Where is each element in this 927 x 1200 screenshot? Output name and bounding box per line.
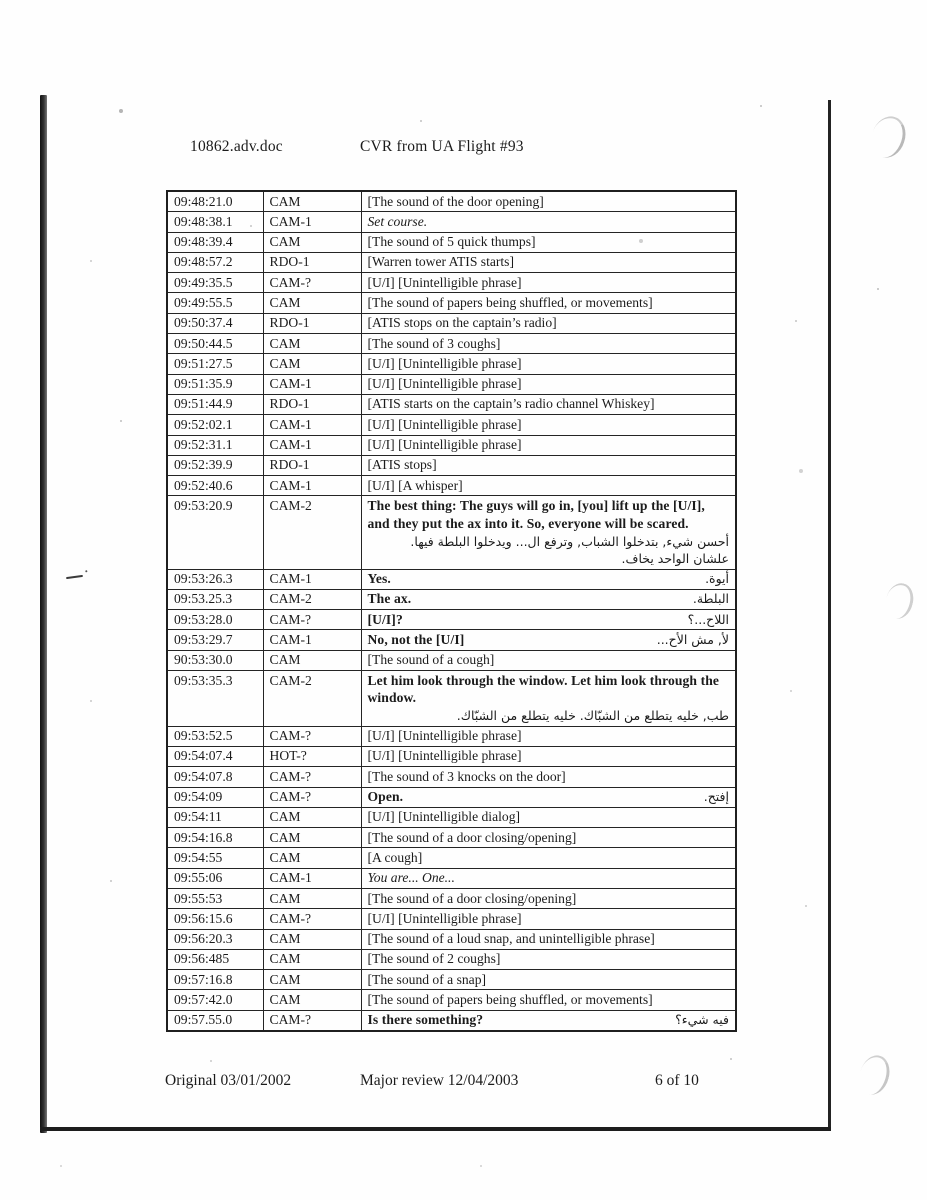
text-cell bbox=[361, 949, 736, 969]
time-cell: 09:56:20.3 bbox=[167, 929, 263, 949]
transcript-row bbox=[167, 889, 736, 909]
time-cell: 09:51:44.9 bbox=[167, 394, 263, 414]
english-text: The ax. bbox=[367, 591, 412, 607]
english-text: [U/I] [Unintelligible phrase] bbox=[367, 437, 522, 453]
footer-review-date: Major review 12/04/2003 bbox=[360, 1072, 519, 1089]
time-cell: 09:56:485 bbox=[167, 949, 263, 969]
source-cell: CAM bbox=[263, 334, 361, 354]
text-cell bbox=[361, 990, 736, 1010]
english-text: [The sound of 2 coughs] bbox=[367, 951, 501, 967]
text-cell bbox=[361, 650, 736, 670]
source-cell: CAM-? bbox=[263, 909, 361, 929]
time-cell: 09:53.25.3 bbox=[167, 589, 263, 609]
time-cell: 09:56:15.6 bbox=[167, 909, 263, 929]
source-cell: HOT-? bbox=[263, 746, 361, 766]
transcript-row bbox=[167, 232, 736, 252]
transcript-row bbox=[167, 828, 736, 848]
page-title: CVR from UA Flight #93 bbox=[360, 138, 524, 155]
cvr-transcript-table bbox=[166, 190, 737, 1032]
transcript-row bbox=[167, 354, 736, 374]
english-text: Let him look through the window. Let him look through the window. bbox=[367, 672, 720, 706]
english-text: [Warren tower ATIS starts] bbox=[367, 254, 515, 270]
english-text: [U/I] [Unintelligible phrase] bbox=[367, 376, 522, 392]
english-text: [A cough] bbox=[367, 849, 423, 865]
time-cell: 09:55:06 bbox=[167, 868, 263, 888]
text-cell bbox=[361, 569, 736, 589]
text-cell bbox=[361, 435, 736, 455]
time-cell: 90:53:30.0 bbox=[167, 650, 263, 670]
text-cell bbox=[361, 909, 736, 929]
text-cell bbox=[361, 828, 736, 848]
english-text: Open. bbox=[367, 789, 404, 805]
text-cell bbox=[361, 929, 736, 949]
text-cell bbox=[361, 374, 736, 394]
source-cell: CAM-? bbox=[263, 273, 361, 293]
transcript-row bbox=[167, 435, 736, 455]
transcript-row bbox=[167, 191, 736, 212]
time-cell: 09:51:27.5 bbox=[167, 354, 263, 374]
binding-curl-icon bbox=[882, 580, 917, 621]
transcript-row bbox=[167, 476, 736, 496]
english-text: [The sound of a loud snap, and unintelligible phrase] bbox=[367, 931, 655, 947]
english-text: [The sound of a door closing/opening] bbox=[367, 829, 577, 845]
transcript-row bbox=[167, 334, 736, 354]
source-cell: RDO-1 bbox=[263, 313, 361, 333]
text-cell bbox=[361, 746, 736, 766]
text-cell bbox=[361, 252, 736, 272]
text-cell bbox=[361, 496, 736, 569]
source-cell: CAM-? bbox=[263, 1010, 361, 1031]
english-text: [ATIS starts on the captain’s radio channel Whiskey] bbox=[367, 396, 655, 412]
time-cell: 09:57:16.8 bbox=[167, 970, 263, 990]
english-text: [The sound of 3 knocks on the door] bbox=[367, 768, 566, 784]
footer-page-number: 6 of 10 bbox=[655, 1072, 699, 1089]
text-cell bbox=[361, 807, 736, 827]
source-cell: RDO-1 bbox=[263, 455, 361, 475]
transcript-row bbox=[167, 374, 736, 394]
time-cell: 09:51:35.9 bbox=[167, 374, 263, 394]
transcript-row bbox=[167, 455, 736, 475]
transcript-row bbox=[167, 868, 736, 888]
text-cell bbox=[361, 767, 736, 787]
transcript-row bbox=[167, 767, 736, 787]
transcript-row bbox=[167, 313, 736, 333]
english-text: [U/I] [Unintelligible phrase] bbox=[367, 355, 522, 371]
text-cell bbox=[361, 232, 736, 252]
text-cell bbox=[361, 212, 736, 232]
time-cell: 09:50:44.5 bbox=[167, 334, 263, 354]
source-cell: CAM-? bbox=[263, 767, 361, 787]
text-cell bbox=[361, 313, 736, 333]
source-cell: CAM-1 bbox=[263, 374, 361, 394]
source-cell: CAM-2 bbox=[263, 496, 361, 569]
arabic-text: طب, خليه يتطلع من الشبّاك. خليه يتطلع من الشبّاك. bbox=[456, 708, 729, 724]
english-text: Is there something? bbox=[367, 1012, 484, 1028]
transcript-row bbox=[167, 1010, 736, 1031]
arabic-text: البلطة. bbox=[692, 591, 729, 607]
english-text: Set course. bbox=[367, 213, 428, 229]
source-cell: CAM bbox=[263, 949, 361, 969]
source-cell: CAM-? bbox=[263, 726, 361, 746]
english-text: No, not the [U/I] bbox=[367, 631, 465, 647]
text-cell bbox=[361, 589, 736, 609]
transcript-row bbox=[167, 650, 736, 670]
english-text: You are... One... bbox=[367, 870, 455, 886]
source-cell: RDO-1 bbox=[263, 252, 361, 272]
source-cell: CAM-1 bbox=[263, 868, 361, 888]
scan-noise-dots bbox=[0, 0, 2, 2]
english-text: [U/I] [Unintelligible phrase] bbox=[367, 728, 522, 744]
transcript-row bbox=[167, 787, 736, 807]
transcript-row bbox=[167, 252, 736, 272]
english-text: [U/I] [Unintelligible phrase] bbox=[367, 416, 522, 432]
source-cell: CAM bbox=[263, 650, 361, 670]
time-cell: 09:52:02.1 bbox=[167, 415, 263, 435]
binding-curl-icon bbox=[855, 1052, 894, 1098]
footer-original-date: Original 03/01/2002 bbox=[165, 1072, 292, 1089]
source-cell: CAM-? bbox=[263, 610, 361, 630]
time-cell: 09:53:35.3 bbox=[167, 671, 263, 727]
transcript-row bbox=[167, 746, 736, 766]
transcript-row bbox=[167, 909, 736, 929]
english-text: [U/I] [Unintelligible dialog] bbox=[367, 809, 521, 825]
english-text: [U/I] [Unintelligible phrase] bbox=[367, 274, 522, 290]
text-cell bbox=[361, 970, 736, 990]
transcript-row bbox=[167, 273, 736, 293]
english-text: [The sound of a cough] bbox=[367, 652, 495, 668]
source-cell: CAM bbox=[263, 354, 361, 374]
time-cell: 09:48:38.1 bbox=[167, 212, 263, 232]
pen-mark bbox=[66, 575, 83, 579]
english-text: [ATIS stops] bbox=[367, 457, 437, 473]
time-cell: 09:54:07.4 bbox=[167, 746, 263, 766]
time-cell: 09:57:42.0 bbox=[167, 990, 263, 1010]
time-cell: 09:52:40.6 bbox=[167, 476, 263, 496]
text-cell bbox=[361, 726, 736, 746]
text-cell bbox=[361, 1010, 736, 1031]
time-cell: 09:50:37.4 bbox=[167, 313, 263, 333]
transcript-row bbox=[167, 807, 736, 827]
text-cell bbox=[361, 334, 736, 354]
time-cell: 09:53:52.5 bbox=[167, 726, 263, 746]
source-cell: CAM bbox=[263, 191, 361, 212]
source-cell: CAM bbox=[263, 828, 361, 848]
source-cell: CAM bbox=[263, 970, 361, 990]
source-cell: CAM-1 bbox=[263, 569, 361, 589]
time-cell: 09:54:55 bbox=[167, 848, 263, 868]
transcript-row bbox=[167, 970, 736, 990]
source-cell: CAM bbox=[263, 232, 361, 252]
text-cell bbox=[361, 610, 736, 630]
transcript-row bbox=[167, 610, 736, 630]
text-cell bbox=[361, 191, 736, 212]
text-cell bbox=[361, 630, 736, 650]
text-cell bbox=[361, 848, 736, 868]
arabic-text: إفتح. bbox=[703, 789, 729, 805]
time-cell: 09:55:53 bbox=[167, 889, 263, 909]
english-text: [U/I] [Unintelligible phrase] bbox=[367, 748, 522, 764]
time-cell: 09:48:57.2 bbox=[167, 252, 263, 272]
english-text: [U/I]? bbox=[367, 611, 403, 627]
source-cell: CAM-? bbox=[263, 787, 361, 807]
source-cell: CAM-1 bbox=[263, 435, 361, 455]
arabic-text: أيوة. bbox=[705, 571, 729, 587]
time-cell: 09:54:11 bbox=[167, 807, 263, 827]
text-cell bbox=[361, 354, 736, 374]
text-cell bbox=[361, 415, 736, 435]
transcript-row bbox=[167, 496, 736, 569]
text-cell bbox=[361, 787, 736, 807]
transcript-row bbox=[167, 990, 736, 1010]
english-text: [The sound of 3 coughs] bbox=[367, 335, 501, 351]
transcript-row bbox=[167, 848, 736, 868]
arabic-text: اللاح...؟ bbox=[687, 611, 729, 627]
arabic-text: علشان الواحد يخاف. bbox=[621, 551, 729, 567]
time-cell: 09:54:16.8 bbox=[167, 828, 263, 848]
source-cell: CAM-1 bbox=[263, 476, 361, 496]
text-cell bbox=[361, 889, 736, 909]
time-cell: 09:52:31.1 bbox=[167, 435, 263, 455]
scan-edge-bottom-line bbox=[40, 1127, 831, 1131]
time-cell: 09:48:39.4 bbox=[167, 232, 263, 252]
transcript-row bbox=[167, 293, 736, 313]
transcript-row bbox=[167, 212, 736, 232]
text-cell bbox=[361, 273, 736, 293]
time-cell: 09:54:09 bbox=[167, 787, 263, 807]
source-cell: CAM-1 bbox=[263, 630, 361, 650]
english-text: [The sound of the door opening] bbox=[367, 193, 544, 209]
time-cell: 09:54:07.8 bbox=[167, 767, 263, 787]
time-cell: 09:57.55.0 bbox=[167, 1010, 263, 1031]
time-cell: 09:49:55.5 bbox=[167, 293, 263, 313]
source-cell: CAM-1 bbox=[263, 415, 361, 435]
time-cell: 09:53:29.7 bbox=[167, 630, 263, 650]
english-text: [The sound of papers being shuffled, or movements] bbox=[367, 294, 653, 310]
text-cell bbox=[361, 394, 736, 414]
source-cell: CAM bbox=[263, 929, 361, 949]
english-text: [U/I] [Unintelligible phrase] bbox=[367, 910, 522, 926]
time-cell: 09:48:21.0 bbox=[167, 191, 263, 212]
english-text: Yes. bbox=[367, 571, 391, 587]
time-cell: 09:53:20.9 bbox=[167, 496, 263, 569]
text-cell bbox=[361, 476, 736, 496]
source-cell: CAM bbox=[263, 889, 361, 909]
source-cell: CAM bbox=[263, 293, 361, 313]
source-cell: CAM-2 bbox=[263, 589, 361, 609]
english-text: The best thing: The guys will go in, [you] lift up the [U/I], and they put the ax into it. So, everyone will be scared. bbox=[367, 497, 705, 531]
transcript-row bbox=[167, 929, 736, 949]
transcript-row bbox=[167, 569, 736, 589]
source-cell: CAM bbox=[263, 990, 361, 1010]
time-cell: 09:49:35.5 bbox=[167, 273, 263, 293]
transcript-row bbox=[167, 589, 736, 609]
transcript-row bbox=[167, 394, 736, 414]
text-cell bbox=[361, 293, 736, 313]
transcript-row bbox=[167, 949, 736, 969]
english-text: [The sound of papers being shuffled, or movements] bbox=[367, 991, 653, 1007]
source-cell: CAM bbox=[263, 807, 361, 827]
text-cell bbox=[361, 455, 736, 475]
time-cell: 09:53:28.0 bbox=[167, 610, 263, 630]
arabic-text: فيه شيء؟ bbox=[675, 1012, 729, 1028]
english-text: [The sound of a door closing/opening] bbox=[367, 890, 577, 906]
scan-edge-left-bar bbox=[40, 95, 47, 1133]
scan-edge-right-line bbox=[828, 100, 831, 1131]
text-cell bbox=[361, 671, 736, 727]
transcript-row bbox=[167, 671, 736, 727]
arabic-text: أحسن شيء, بتدخلوا الشباب, وترفع ال... ويدخلوا البلطة فيها. bbox=[410, 533, 729, 549]
arabic-text: لأ, مش الأح... bbox=[656, 631, 729, 647]
binding-curl-icon bbox=[866, 112, 910, 162]
english-text: [The sound of 5 quick thumps] bbox=[367, 234, 536, 250]
transcript-row bbox=[167, 630, 736, 650]
source-cell: CAM bbox=[263, 848, 361, 868]
text-cell bbox=[361, 868, 736, 888]
source-cell: RDO-1 bbox=[263, 394, 361, 414]
english-text: [ATIS stops on the captain’s radio] bbox=[367, 315, 557, 331]
english-text: [The sound of a snap] bbox=[367, 971, 487, 987]
source-cell: CAM-2 bbox=[263, 671, 361, 727]
time-cell: 09:52:39.9 bbox=[167, 455, 263, 475]
transcript-row bbox=[167, 415, 736, 435]
doc-filename: 10862.adv.doc bbox=[190, 138, 283, 155]
transcript-row bbox=[167, 726, 736, 746]
source-cell: CAM-1 bbox=[263, 212, 361, 232]
english-text: [U/I] [A whisper] bbox=[367, 477, 463, 493]
time-cell: 09:53:26.3 bbox=[167, 569, 263, 589]
